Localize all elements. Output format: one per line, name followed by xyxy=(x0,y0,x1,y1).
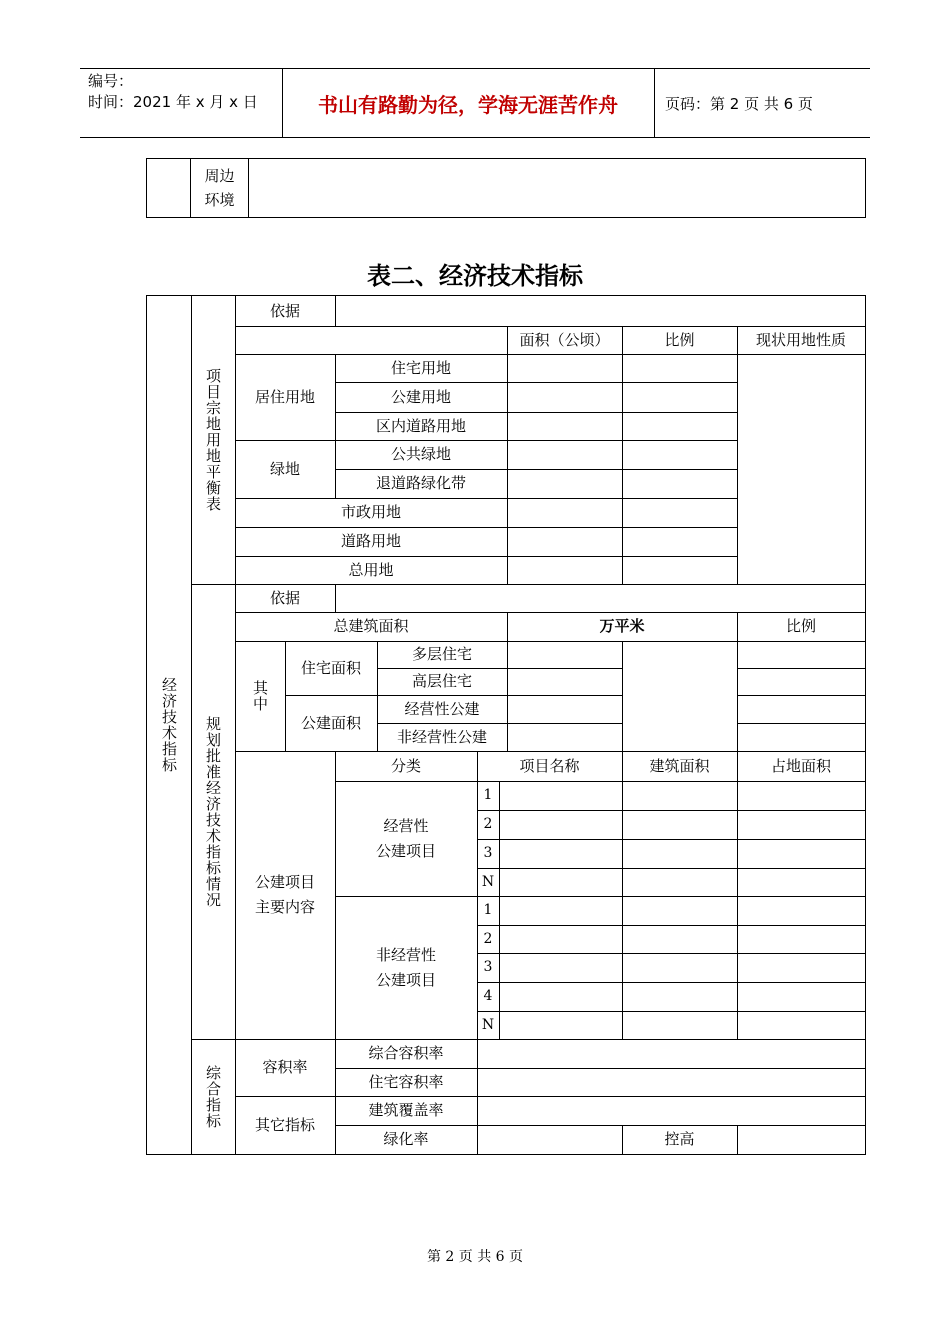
other-indicators-label: 其它指标 xyxy=(254,1115,315,1134)
row-number: 3 xyxy=(483,845,493,861)
header-motto: 书山有路勤为径，学海无涯苦作舟 xyxy=(318,92,618,117)
housing-land-label: 住宅用地 xyxy=(390,358,451,377)
grid-line xyxy=(335,584,336,612)
greening-rate-label: 绿化率 xyxy=(383,1130,429,1148)
table-title: 表二、经济技术指标 xyxy=(367,262,583,290)
row-number: 3 xyxy=(483,959,493,975)
residential-far-label: 住宅容积率 xyxy=(368,1072,444,1091)
commercial-public-label: 经营性公建 xyxy=(404,699,480,718)
surroundings-label-text: 周边 环境 xyxy=(204,167,235,209)
approved-indicators-section-label: 规划批准经济技术指标情况 xyxy=(204,715,222,908)
floor-area-ratio-label: 容积率 xyxy=(262,1058,308,1076)
page-header xyxy=(80,68,870,138)
green-land-label: 绿地 xyxy=(269,459,300,478)
commercial-projects-category: 经营性 公建项目 xyxy=(375,816,436,860)
road-land-label: 道路用地 xyxy=(340,532,401,550)
public-building-land-label: 公建用地 xyxy=(390,387,451,406)
grid-line xyxy=(737,1125,738,1154)
grid-line xyxy=(737,723,865,724)
grid-line xyxy=(335,296,336,326)
grid-line xyxy=(737,326,738,584)
ratio-header: 比例 xyxy=(785,617,816,635)
col-ratio-header: 比例 xyxy=(664,330,695,349)
public-green-label: 公共绿地 xyxy=(390,445,451,463)
grid-line xyxy=(622,751,623,1039)
grid-line xyxy=(622,326,623,584)
land-basis-label: 依据 xyxy=(269,301,300,320)
row-number: N xyxy=(481,873,495,890)
row-number: 2 xyxy=(483,930,493,947)
doc-number-label: 编号： xyxy=(88,72,134,90)
building-coverage-label: 建筑覆盖率 xyxy=(368,1101,444,1119)
header-page-label: 页码：第 2 页 共 6 页 xyxy=(665,94,813,113)
col-land-area-header: 占地面积 xyxy=(770,756,831,775)
col-status-header: 现状用地性质 xyxy=(755,330,846,349)
unit-label: 万平米 xyxy=(599,617,645,635)
high-rise-housing-label: 高层住宅 xyxy=(411,672,472,690)
composite-indicators-section-label: 综合指标 xyxy=(204,1064,222,1129)
municipal-land-label: 市政用地 xyxy=(340,503,401,521)
economic-indicator-table xyxy=(146,295,866,1155)
approved-basis-label: 依据 xyxy=(269,588,300,607)
total-land-label: 总用地 xyxy=(348,560,394,579)
col-floor-area-header: 建筑面积 xyxy=(649,756,710,775)
noncommercial-projects-category: 非经营性 公建项目 xyxy=(375,945,436,989)
doc-time-label: 时间：2021 年 x 月 x 日 xyxy=(88,93,258,111)
grid-line xyxy=(477,839,865,840)
surroundings-label xyxy=(191,159,249,217)
surroundings-row xyxy=(146,158,866,218)
grid-line xyxy=(477,868,865,869)
row-number: N xyxy=(481,1016,495,1033)
grid-line xyxy=(477,810,865,811)
row-number: 1 xyxy=(483,787,493,803)
public-building-area-label: 公建面积 xyxy=(300,713,361,732)
housing-area-label: 住宅面积 xyxy=(300,658,361,677)
row-number: 1 xyxy=(483,902,493,918)
outer-section-label: 经济技术指标 xyxy=(160,677,178,773)
public-projects-content-label: 公建项目 主要内容 xyxy=(254,873,315,916)
land-balance-section-label: 项目宗地用地平衡表 xyxy=(204,368,222,512)
grid-line xyxy=(477,1011,865,1012)
row-number: 4 xyxy=(483,988,493,1004)
col-area-header: 面积（公顷） xyxy=(519,330,610,349)
composite-far-label: 综合容积率 xyxy=(368,1044,444,1062)
among-label: 其中 xyxy=(251,680,269,712)
header-divider xyxy=(654,69,655,137)
grid-line xyxy=(737,668,865,669)
multi-storey-housing-label: 多层住宅 xyxy=(411,645,472,663)
internal-road-land-label: 区内道路用地 xyxy=(375,416,466,435)
grid-line xyxy=(737,751,738,1039)
col-category-header: 分类 xyxy=(390,756,421,775)
total-floor-area-label: 总建筑面积 xyxy=(333,617,409,635)
grid-line xyxy=(499,781,500,1039)
height-limit-label: 控高 xyxy=(664,1130,695,1148)
col-project-name-header: 项目名称 xyxy=(519,756,580,775)
grid-line xyxy=(737,695,865,696)
grid-line xyxy=(477,925,865,926)
grid-line xyxy=(507,326,508,584)
page-footer: 第 2 页 共 6 页 xyxy=(426,1249,524,1265)
residential-land-label: 居住用地 xyxy=(254,387,315,406)
grid-line xyxy=(622,641,623,751)
grid-line xyxy=(477,982,865,983)
header-meta xyxy=(88,71,283,113)
grid-line xyxy=(477,953,865,954)
setback-green-label: 退道路绿化带 xyxy=(375,474,466,492)
noncommercial-public-label: 非经营性公建 xyxy=(396,727,487,746)
row-number: 2 xyxy=(483,816,493,832)
surroundings-blank-cell xyxy=(147,159,191,217)
